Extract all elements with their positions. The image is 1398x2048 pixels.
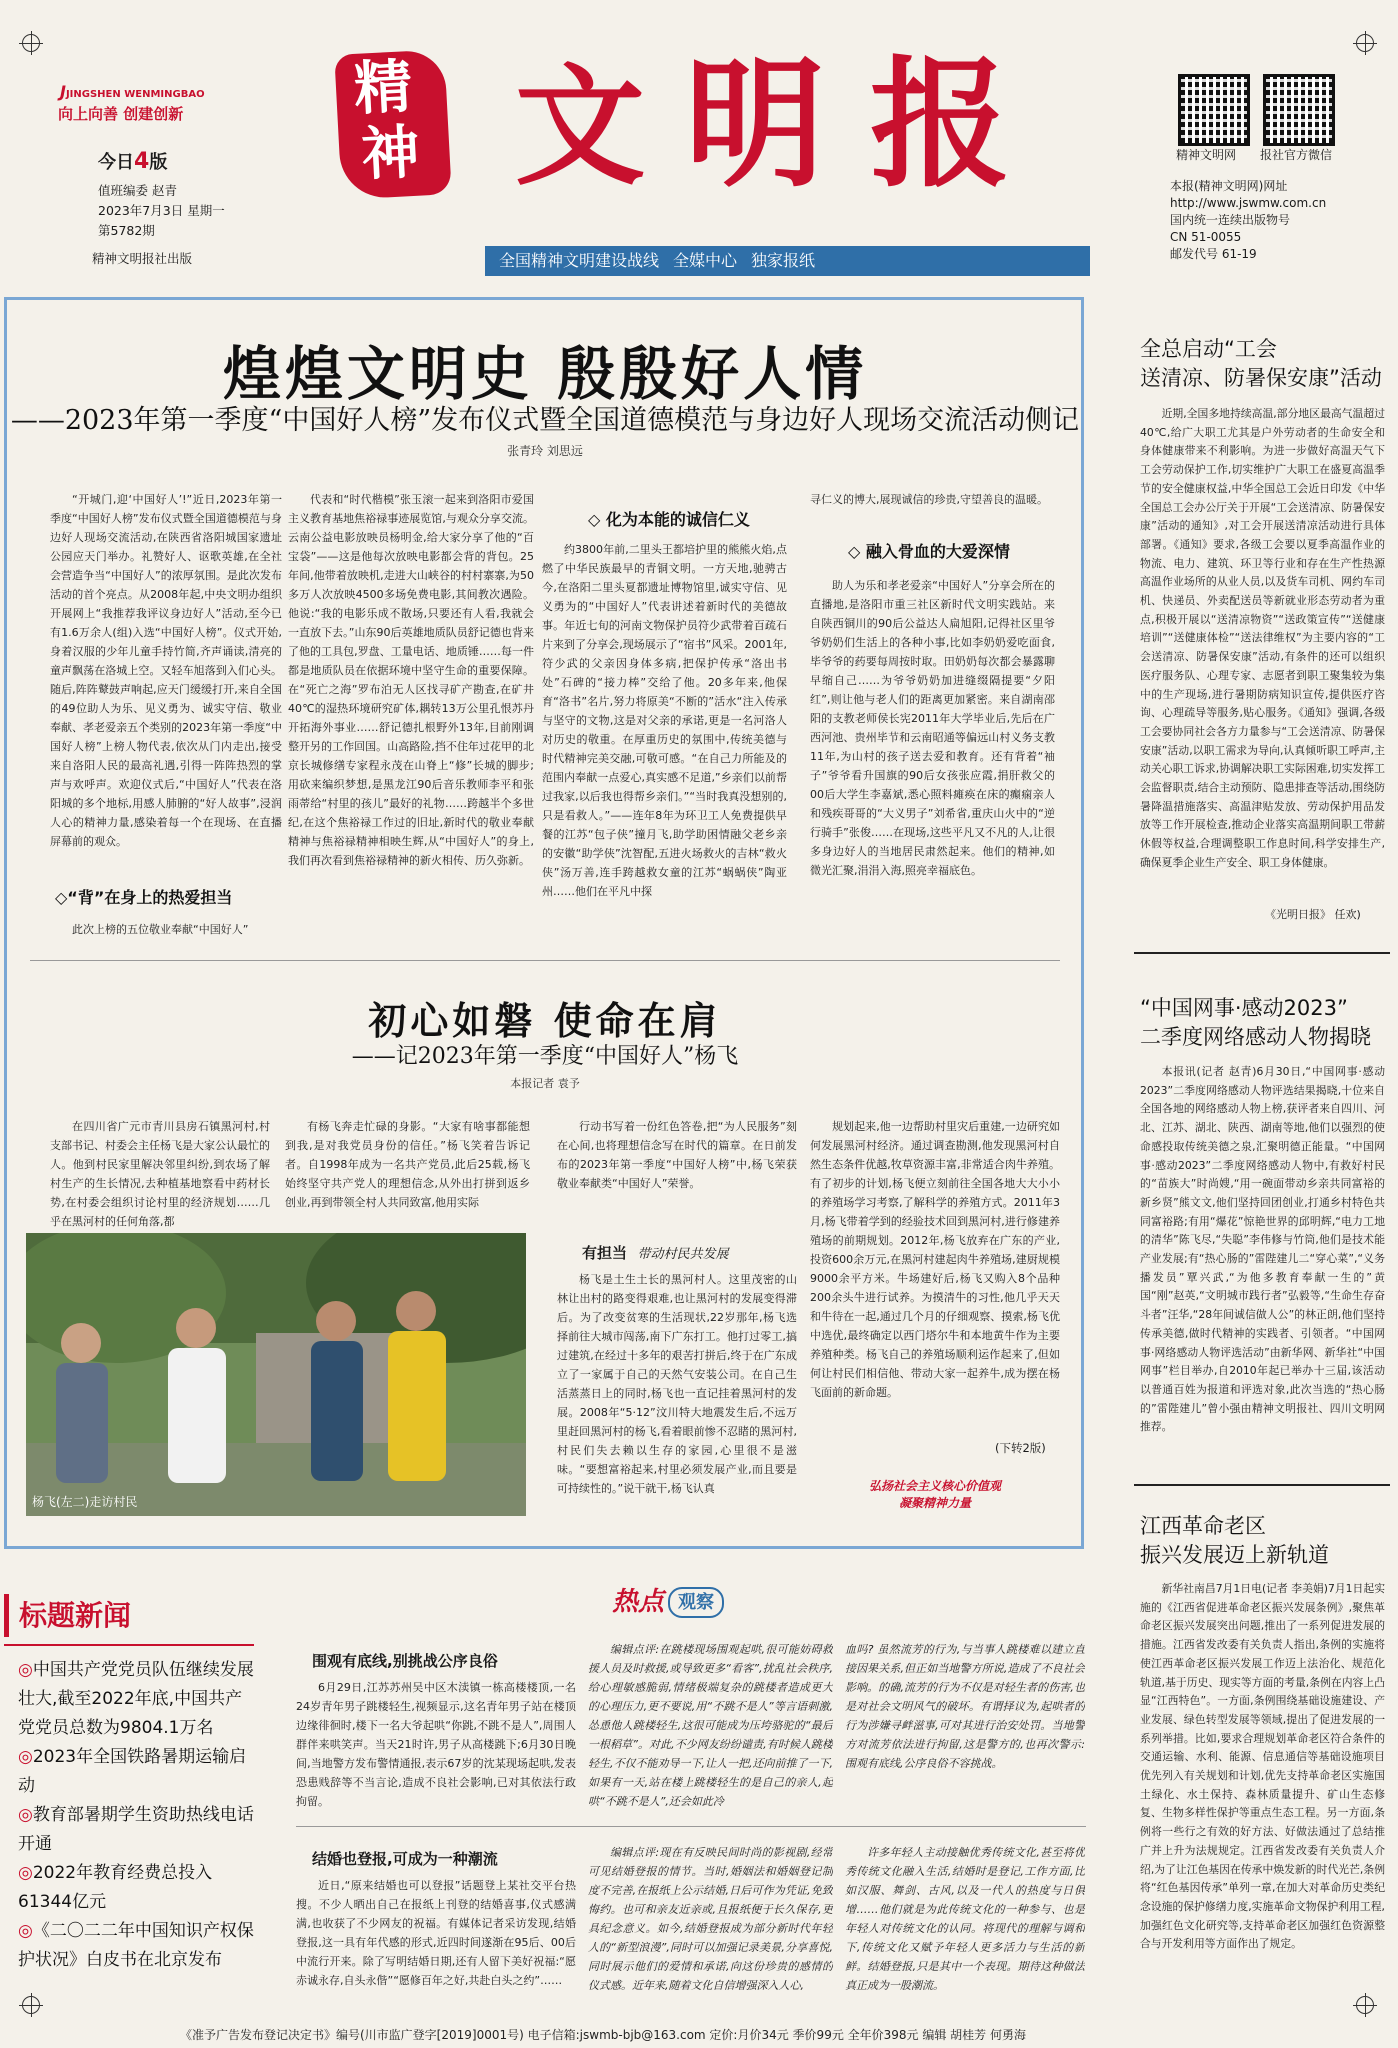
qr-label-wechat: 报社官方微信 [1260,148,1333,162]
sidebar-story3-title: 江西革命老区 振兴发展迈上新轨道 [1140,1514,1329,1567]
feature-subheadline: ——记2023年第一季度“中国好人”杨飞 [351,1044,739,1069]
feature-column-3: 行动书写着一份红色答卷,把“为人民服务”刻在心间,也将理想信念写在时代的篇章。在日前发布的2023年第一季度“中国好人榜”中,杨飞荣获敬业奉献类“中国好人”荣誉。 [557,1120,797,1190]
lead-column-4-head: 寻仁义的博大,展现诚信的珍贵,守望善良的温暖。 [810,493,1048,506]
brief-item[interactable]: ◎2022年教育经费总投入61344亿元 [18,1863,213,1912]
sidebar-story3-body: 新华社南昌7月1日电(记者 李美娟)7月1日起实施的《江西省促进革命老区振兴发展条例》,聚焦革命老区振兴发展突出问题,推出了一系列促进发展的措施。江西省发改委有关负责人指出,条例的实施将使江西革命老区振兴发展工作迈上法治化、规范化轨道,基于历史、现实等方面的考量,条例在内容上凸显“江西特色”。一方面,条例围绕基础设施建设、产业发展、绿色转型发展等领域,提出了促进发展的一系列举措。比如,要求合理规划革命老区符合条件的交通运输、水利、能源、信息通信等基础设施项目优先列入有关规划和计划,优先支持革命老区实施国土绿化、水土保持、森林质量提升、矿山生态修复、生物多样性保护等重点生态工程。另一方面,条例将一些行之有效的好方法、好做法通过了总结推广并上升为法规规定。江西省发改委有关负责人介绍,为了让江色基因在传承中焕发新的时代光芒,条例将“红色基因传承”单列一章,在加大对革命历史类纪念设施的保护修缮力度,实施革命文物保护利用工程,加强红色文化研究等,支持革命老区加强红色资源整合与开发利用等方面作出了规定。 [1140,1582,1385,1951]
feature-column-1: 在四川省广元市青川县房石镇黑河村,村支部书记、村委会主任杨飞是大家公认最忙的人。他到村民家里解决邻里纠纷,到农场了解村生产的生长情况,去种植基地察看中药材长势,在村委会组织讨论村里的经济规划……几乎在黑河村的任何角落,都 [50,1120,270,1228]
masthead-seal: 精 神 [334,49,451,200]
sidebar-rule-2 [1134,1484,1390,1486]
lead-column-1: “开城门,迎‘中国好人’!”近日,2023年第一季度“中国好人榜”发布仪式暨全国道德模范与身边好人现场交流活动,在陕西省洛阳城国家遗址公园应天门举办。礼赞好人、讴歌英雄,在全社会营造争当“中国好人”的浓厚氛围。是此次发布活动的首个亮点。从2008年起,中央文明办组织开展网上“我推荐我评议身边好人”活动,至今已有1.6万余人(组)入选“中国好人榜”。仪式开始,身着汉服的少年儿童手持竹简,齐声诵读,清亮的童声飘荡在洛城上空。又轻车旭落到入们心头。随后,阵阵鼙鼓声响起,应天门缓缓打开,来自全国的49位助人为乐、见义勇为、诚实守信、敬业奉献、孝老爱亲五个类别的2023年第一季度“中国好人榜”上榜人物代表,依次从门内走出,接受来自洛阳人民的最高礼遇,引得一阵阵热烈的掌声与欢呼声。欢迎仪式后,“中国好人”代表在洛阳城的多个地标,用感人肺腑的“好人故事”,浸润人心的精神力量,感染着每一个在现场、在直播屏幕前的观众。 [50,493,282,848]
brief-item[interactable]: ◎2023年全国铁路暑期运输启动 [18,1747,247,1796]
sidebar-story1-body: 近期,全国多地持续高温,部分地区最高气温超过40℃,给广大职工尤其是户外劳动者的生命安全和身体健康带来不利影响。为进一步做好高温天气下工会劳动保护工作,切实维护广大职工在盛夏高温季节的安全健康权益,中华全国总工会近日印发《中华全国总工会办公厅关于开展“工会送清凉、防暑保安康”活动的通知》,对工会开展送清凉活动进行具体部署。《通知》要求,各级工会要以夏季高温作业的物流、电力、建筑、环卫等行业和存在生产性热源高温作业场所的从业人员,以及货车司机、网约车司机、快递员、外卖配送员等新就业形态劳动者为重点,积极开展以“送清凉物资”“送政策宣传”“送健康培训”“送健康体检”“送法律维权”为主要内容的“工会送清凉、防暑保安康”活动,有条件的还可以组织医疗服务队、心理专家、志愿者到职工聚集较为集中的生产现场,进行暑期防病知识宣传,提供医疗咨询、心理疏导等服务,贴心服务。《通知》强调,各级工会要协同社会各方力量参与“工会送清凉、防暑保安康”活动,以职工需求为导向,认真倾听职工呼声,主动关心职工诉求,协调解决职工实际困难,切实发挥工会监督职责,结合主动预防、隐患排查等活动,围绕防暑降温措施落实、高温津贴发放、劳动保护用品发放等工作开展检查,推动企业落实高温期间职工带薪休假等权益,合理调整职工作息时间,科学安排生产,确保夏季企业生产安全、职工身体健康。 [1140,407,1385,869]
contact-info: 本报(精神文明网)网址 http://www.jswmw.com.cn 国内统一连续出版物号 CN 51-0055 邮发代号 61-19 [1170,179,1327,261]
sidebar-story2-title: “中国网事·感动2023” 二季度网络感动人物揭晓 [1140,996,1371,1049]
red-slogan: 弘扬社会主义核心价值观 凝聚精神力量 [868,1479,1001,1510]
sidebar-story1-source: 《光明日报》 任欢) [1265,908,1361,921]
brief-item[interactable]: ◎中国共产党党员队伍继续发展壮大,截至2022年底,中国共产党党员总数为9804.1万名 [18,1660,254,1738]
hot-story1-comment: 编辑点评:在跳楼现场围观起哄,很可能妨碍救援人员及时救援,或导致更多“看客”,扰乱社会秩序,给心理敏感脆弱,情绪极端复杂的跳楼者造成更大的心理压力,更不要说,用“不跳不是人”等言语刺激,怂恿他人跳楼轻生,这很可能成为压垮骆驼的“最后一根稻草”。对此,不少网友纷纷谴责,有时候人跳楼轻生,不仅不能劝导一下,让人一把,还向前推了一下,如果有一天,站在楼上跳楼轻生的是自己的亲人,起哄“不跳不是人”,还会如此冷 [588,1643,833,1808]
feature-column-3-body: 杨飞是土生土长的黑河村人。这里茂密的山林让出村的路变得艰难,也让黑河村的发展变得滞后。为了改变贫寒的生活现状,22岁那年,杨飞选择前往大城市闯荡,南下广东打工。他打过零工,搞过建筑,在经过十多年的艰苦打拼后,终于在广东成立了一家属于自己的天然气安装公司。在自己生活蒸蒸日上的同时,杨飞也一直记挂着黑河村的发展。2008年“5·12”汶川特大地震发生后,不远万里赶回黑河村的杨飞,看着眼前惨不忍睹的黑河村,村民们失去赖以生存的家园,心里很不是滋味。“要想富裕起来,村里必须发展产业,而且要是可持续性的。”说干就干,杨飞认真 [557,1273,797,1495]
hot-story1-title: 围观有底线,别挑战公序良俗 [312,1652,498,1670]
footer-bar [0,2020,1398,2048]
hot-story1-body: 6月29日,江苏苏州吴中区木渎镇一栋高楼楼顶,一名24岁青年男子跳楼轻生,视频显示,这名青年男子站在楼顶边缘徘徊时,楼下一名大爷起哄“你跳,不跳不是人”,周围人群伴来哄笑声。当天21时许,男子从高楼跳下;6月30日晚间,当地警方发布警情通报,表示67岁的沈某现场起哄,发表恐患贱辞等不当言论,造成不良社会影响,已对其依法行政拘留。 [296,1681,576,1808]
hot-divider [296,1826,1086,1827]
lead-headline: 煌煌文明史 殷殷好人情 [222,340,868,408]
hot-story2-title: 结婚也登报,可成为一种潮流 [312,1850,498,1868]
hot-story1-col3: 血吗? 虽然流芳的行为,与当事人跳楼难以建立直接因果关系,但正如当地警方所说,造成了不良社会影响。的确,流芳的行为不仅是对轻生者的伤害,也是对社会文明风气的破坏。有谓择议为,起哄者的行为涉嫌寻衅滋事,可对其进行治安处罚。当地警方对流芳依法进行拘留,这是警方的,也再次警示:围观有底线,公序良俗不容挑战。 [845,1643,1085,1770]
lead-section-head-1: ◇“背”在身上的热爱担当 [55,888,233,907]
feature-photo-illustration [26,1233,526,1516]
feature-headline: 初心如磐 使命在肩 [368,998,722,1043]
hot-story2-body: 近日,“原来结婚也可以登报”话题登上某社交平台热搜。不少人晒出自己在报纸上刊登的结婚喜事,仪式感满满,也收获了不少网友的祝福。有媒体记者采访发现,结婚登报,这一具有年代感的形式,近四时间遂渐在95后、00后中流行开来。除了写明结婚日期,还有人留下美好祝福:“愿赤诚永存,自头永偕”“愿修百年之好,共赴白头之约”…… [296,1879,576,1987]
feature-section-head: 有担当 带动村民共发展 [582,1244,729,1262]
masthead-char-ming: 明 [685,43,826,207]
qr-label-website: 精神文明网 [1176,148,1237,162]
masthead-char-bao: 报 [870,43,1011,207]
lead-section-head-2: ◇ 化为本能的诚信仁义 [588,510,750,529]
lead-divider [30,960,1060,961]
hot-story2-col3: 许多年轻人主动接触优秀传统文化,甚至将优秀传统文化融入生活,结婚时是登记,工作方面,比如汉服、舞剑、古风,以及一代人的热度与日俱增……他们就是为此传统文化的一种参与、也是年轻人对传统文化的认同。将现代的理解与调和下,传统文化又赋予年轻人更多活力与生活的新鲜。结婚登报,只是其中一个表现。期待这种做法真正成为一股潮流。 [845,1846,1085,1992]
feature-photo [26,1233,526,1516]
briefs-box [4,1586,260,2031]
briefs-rule [4,1644,254,1646]
hot-story2-comment: 编辑点评:现在有反映民间时尚的影视剧,经常可见结婚登报的情节。当时,婚姻法和婚姻登记制度不完善,在报纸上公示结婚,日后可作为凭证,免致悔约。也可和亲友近亲或,且报纸便于长久保存,更具纪念意义。如今,结婚登报成为部分新时代年轻人的“新型浪漫”,同时可以加强记录美景,分享喜悦,同时展示他们的爱情和承诺,向这份珍贵的感情的仪式感。近年来,随着文化自信增强深入人心, [588,1846,833,1992]
brief-item[interactable]: ◎教育部暑期学生资助热线电话开通 [18,1805,254,1854]
masthead-blue-bar: 全国精神文明建设战线 全媒中心 独家报纸 [485,246,1090,276]
brand-logo: JJINGSHEN WENMINGBAO [60,82,205,101]
date-line: 2023年7月3日 星期一 [98,203,225,218]
lead-column-2: 代表和“时代楷模”张玉滚一起来到洛阳市爱国主义教育基地焦裕禄事迹展览馆,与观众分享交流。云南公益电影放映员杨明金,给大家分享了他的“百宝袋”——这是他每次放映电影都会背的背包。25年间,他带着放映机,走进大山峡谷的村村寨寨,为50多万人次放映4500多场免费电影,其间教次遇险。他说:“我的电影乐成不散场,只要还有人看,我就会一直放下去。”山东90后英雄地质队员舒记德也背来了他的工具包,罗盘、工量电话、地质锤……每一件都是地质队员在依据环境中坚守生命的重要保障。在“死亡之海”罗布泊无人区找寻矿产勘查,在矿井40℃的湿热环境研究矿体,耦转13万公里孔恨苏丹开拓海外事业……舒记德扎根野外13年,目前刚调整开另的工作回国。山高路险,挡不住年过花甲的北京长城修缮专家程永茂在山脊上“修”长城的脚步;用砍来编织梦想,是黑龙江90后音乐教师李平和张雨蒂给“村里的孩儿”最好的礼物……跨越半个多世纪,在这个焦裕禄工作过的旧址,新时代的敬业奉献精神与焦裕禄精神相映生辉,从“中国好人”的身上,我们再次看到焦裕禄精神的新火相传、历久弥新。 [288,493,534,867]
feature-column-4: 规划起来,他一边帮助村里灾后重建,一边研究如何发展黑河村经济。通过调查勘测,他发现黑河村自然生态条件优越,牧草资源丰富,非常适合肉牛养殖。有了初步的计划,杨飞便立刻前往全国各地大大小小的养殖场学习考察,了解科学的养殖方式。2011年3月,杨飞带着学到的经验技术回到黑河村,进行修建养殖场的前期规划。2012年,杨飞放弃在广东的产业,投资600余万元,在黑河村建起肉牛养殖场,建厨规模9000余平方米。牛场建好后,杨飞又购入8个品种200余头牛进行试养。为摸清牛的习性,他几乎天天和牛待在一起,通过几个月的仔细观察、摸索,杨飞优中选优,最终确定以西门塔尔牛和本地黄牛作为主要养殖种类。杨飞自己的养殖场顺利运作起来了,但如何让村民们相信他、带动大家一起养牛,成为摆在杨飞面前的新命题。 [810,1120,1060,1399]
masthead-char-wen: 文 [515,50,646,203]
lead-subheadline: ——2023年第一季度“中国好人榜”发布仪式暨全国道德模范与身边好人现场交流活动侧记 [10,405,1080,436]
registration-mark-tl [22,34,40,52]
today-pages: 今日4版 [98,149,168,174]
lead-column-1-tail: 此次上榜的五位敬业奉献“中国好人” [72,923,249,936]
sidebar-story1-title: 全总启动“工会 送清凉、防暑保安康”活动 [1140,337,1382,390]
issue-info [98,181,225,241]
briefs-header: 标题新闻 [4,1594,260,1637]
feature-column-2: 有杨飞奔走忙碌的身影。“大家有啥事都能想到我,是对我党员身份的信任。”杨飞笑着告诉记者。自1998年成为一名共产党员,此后25载,杨飞始终坚守共产党人的理想信念,从外出打拼到返乡创业,再到带领全村人共同致富,他用实际 [285,1120,530,1209]
brief-item[interactable]: ◎《二〇二二年中国知识产权保护状况》白皮书在北京发布 [18,1921,254,1970]
lead-column-3: 约3800年前,二里头王都培护里的熊熊火焰,点燃了中华民族最早的青铜文明。一方天地,驰骋古今,在洛阳二里头夏都遗址博物馆里,诚实守信、见义勇为的“中国好人”代表讲述着新时代的美德故事。年近七旬的河南文物保护员符少武带着百疏石片来到了分享会,现场展示了“宿书”风采。2001年,符少武的父亲因身体多病,把保护传承“洛出书处”石碑的“接力棒”交给了他。20多年来,他保育“洛书”名片,努力将原美“不断的”活水“注入传承与坚守的文物,这是对父亲的承诺,更是一名河洛人对历史的敬重。在厚重历史的氛围中,传统美德与时代精神完美交融,可敬可感。“在自己力所能及的范围内奉献一点爱心,真实感不足道,”乡亲们以前帮过我家,以后我也得帮乡亲们。”“当时我真没想别的,只是看救人。”——连年8年为环卫工人免费提供早餐的江苏“包子侠”撞月飞,助学助困情融父老乡亲的安徽“助学侠”沈智配,五进火场救火的吉林“救火侠”汤万善,连手跨越救女童的江苏“蜗蜗侠”陶亚州……他们在平凡中探 [542,543,787,898]
briefs-list [18,1656,254,1975]
sidebar-story2-body: 本报讯(记者 赵青)6月30日,“中国网事·感动2023”二季度网络感动人物评选结果揭晓,十位来自全国各地的网络感动人物上榜,获评者来自四川、河北、江苏、湖北、陕西、湖南等地,他们以强烈的使命感投取传统美德之泉,汇聚明德正能量。“中国网事·感动2023”二季度网络感动人物中,有救好村民的“苗族大”时尚嫂,“用一碗面带动乡亲共同富裕的新乡贤”熊文文,他们坚持回团创业,打通乡村特色共同富裕路;有用“爆花”惊艳世界的邱明辉,“电力工地的清华”陈飞尽,“失聪”李伟修与竹筒,他们是技术能产业发展;有“热心肠的”雷陛建儿二“穿心菜”,“义务播发员”覃兴武,“为他多教育奉献一生的”黄国“刚”赵英,“文明城市践行者”弘毅等,“生命生存奋斗者”汪华,“28年间诚信做人公”的林正朗,他们坚持传承美德,做时代精神的实践者、引领者。“中国网事·网络感动人物评选活动”由新华网、新华社“中国网事”栏目举办,自2010年起已举办十三届,该活动以普通百姓为报道和评选对象,此次当选的“热心肠的”雷陛建儿”曾小强由精神文明报社、四川文明网推荐。 [1140,1065,1385,1434]
editor-line: 值班编委 赵青 [98,183,177,198]
qr-code-wechat[interactable] [1263,74,1335,146]
registration-mark-tr [1356,34,1374,52]
continued-note: (下转2版) [995,1441,1046,1455]
slogan: 向上向善 创建创新 [58,105,184,123]
qr-code-website[interactable] [1178,74,1250,146]
publisher: 精神文明报社出版 [92,251,193,266]
lead-byline: 张青玲 刘思远 [507,444,583,458]
hot-topics-header: 热点 观察 [612,1582,724,1622]
lead-section-head-3: ◇ 融入骨血的大爱深情 [848,542,1010,561]
issue-number: 第5782期 [98,223,155,238]
lead-column-4: 助人为乐和孝老爱亲“中国好人”分享会所在的直播地,是洛阳市重三社区新时代文明实践站。来自陕西铜川的90后公益达人扁旭阳,记得社区里爷爷奶奶们生活上的各种小事,比如李奶奶爱吃面食,毕爷爷的药要每周按时取。田奶奶每次都会暴露聊早缩自己……为爷爷奶奶加进缝缀隔提要“夕阳红”,则让他与老人们的距离更加紧密。来自湖南邵阳的支教老师侯长宪2011年大学毕业后,先后在广西河池、贵州毕节和云南昭通等偏远山村义务支教11年,为山村的孩子送去爱和教育。还有背着“袖子”爷爷看升国旗的90后女孩张应霞,捐肝救父的00后大学生李嘉斌,悉心照料瘫痪在床的癫痫亲人和残疾哥哥的“大义男子”刘希省,重庆山火中的“逆行骑手”张俊……在现场,这些平凡又不凡的人,让很多身边好人的当地居民肃然起来。他们的精神,如微光汇聚,涓涓入海,照亮幸福底色。 [810,579,1055,877]
photo-caption: 杨飞(左二)走访村民 [32,1495,138,1510]
footer-text: 《准予广告发布登记决定书》编号(川市监广登字[2019]0001号) 电子信箱:jswmb-bjb@163.com 定价:月价34元 季价99元 全年价398元 编辑 胡桂芳 何勇海 [180,2028,1026,2042]
feature-byline: 本报记者 袁予 [510,1077,580,1090]
sidebar-rule-1 [1134,952,1390,954]
